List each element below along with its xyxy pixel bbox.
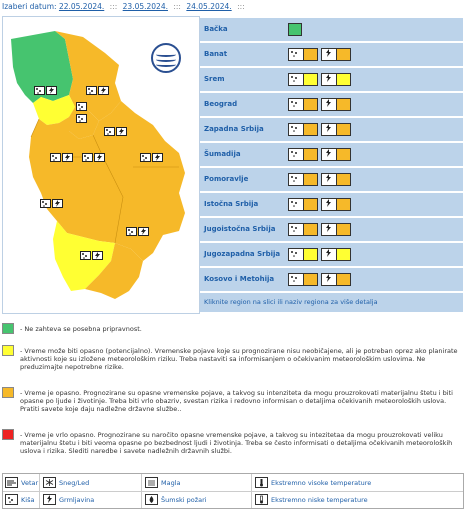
warning-level-cell[interactable] (288, 198, 318, 211)
region-warning-cells (288, 223, 351, 236)
region-row[interactable] (200, 92, 463, 116)
rain-icon (50, 153, 61, 162)
warning-level-cell[interactable] (321, 273, 351, 286)
icon-legend (2, 473, 464, 509)
region-name-link[interactable]: Beograd (204, 100, 238, 108)
region-name-link[interactable]: Istočna Srbija (204, 200, 259, 208)
rain-icon (289, 174, 304, 185)
warning-level-color (337, 224, 350, 235)
warning-level-cell[interactable] (288, 48, 318, 61)
rain-icon (289, 224, 304, 235)
date-separator: ::: (109, 2, 118, 11)
date-selector (2, 2, 248, 11)
warning-level-color (337, 174, 350, 185)
rain-icon (76, 114, 87, 123)
rain-icon (289, 149, 304, 160)
region-name-link[interactable]: Srem (204, 75, 225, 83)
region-row[interactable] (200, 217, 463, 241)
icon-legend-item (43, 491, 94, 508)
map-region-central[interactable] (29, 101, 185, 261)
thunderstorm-icon (322, 99, 337, 110)
warning-level-color (337, 199, 350, 210)
warning-level-cell[interactable] (321, 148, 351, 161)
low-temp-icon (255, 494, 268, 505)
warning-level-color (304, 99, 317, 110)
rain-icon (82, 153, 93, 162)
rain-icon (289, 274, 304, 285)
warning-level-color (304, 124, 317, 135)
region-row[interactable] (200, 242, 463, 266)
thunderstorm-icon (322, 149, 337, 160)
warning-level-cell[interactable] (288, 23, 302, 36)
region-row[interactable] (200, 267, 463, 291)
map-warning-chip[interactable] (140, 153, 163, 162)
legend-swatch-green (2, 323, 14, 334)
map-warning-chip[interactable] (34, 86, 57, 95)
thunderstorm-icon (152, 153, 163, 162)
rhmz-logo (151, 43, 181, 73)
map-warning-chip[interactable] (76, 102, 87, 111)
thunderstorm-icon (322, 174, 337, 185)
rain-icon (80, 251, 91, 260)
thunderstorm-icon (322, 124, 337, 135)
region-row[interactable] (200, 42, 463, 66)
date-link-1[interactable]: 22.05.2024. (58, 2, 105, 11)
thunderstorm-icon (52, 199, 63, 208)
warning-level-color (337, 99, 350, 110)
rain-icon (34, 86, 45, 95)
warning-level-cell[interactable] (288, 173, 318, 186)
region-warning-cells (288, 273, 351, 286)
map-warning-chip[interactable] (50, 153, 73, 162)
region-name-link[interactable]: Bačka (204, 25, 228, 33)
map-warning-chip[interactable] (104, 127, 127, 136)
region-warning-cells (288, 123, 351, 136)
warning-level-color (304, 274, 317, 285)
region-name-link[interactable]: Šumadija (204, 150, 241, 158)
thunderstorm-icon (138, 227, 149, 236)
date-separator: ::: (173, 2, 181, 11)
wind-icon (5, 477, 18, 488)
rain-icon (289, 49, 304, 60)
thunderstorm-icon (43, 494, 56, 505)
region-row[interactable] (200, 142, 463, 166)
rain-icon (86, 86, 97, 95)
warning-level-color (337, 74, 350, 85)
warning-level-color (337, 124, 350, 135)
warning-level-cell[interactable] (288, 98, 318, 111)
fog-icon (145, 477, 158, 488)
thunderstorm-icon (322, 249, 337, 260)
legend-text: - Ne zahteva se posebna pripravnost. (20, 325, 142, 333)
thunderstorm-icon (322, 274, 337, 285)
region-row[interactable] (200, 67, 463, 91)
warning-level-cell[interactable] (288, 273, 318, 286)
icon-legend-item (145, 474, 181, 491)
icon-legend-label: Ekstremno visoke temperature (271, 478, 372, 487)
warning-level-color (304, 149, 317, 160)
icon-legend-label: Kiša (21, 495, 35, 504)
region-name-link[interactable]: Banat (204, 50, 228, 58)
date-separator: ::: (237, 2, 245, 11)
date-label: Izaberi datum: (2, 2, 57, 11)
legend-text: - Vreme je vrlo opasno. Prognozirane su naročito opasne vremenske pojave, a takvog su intezitetaa da mogu prouzrokovati veliku materijalnu štetu i biti veoma opasne po bezbednost ljudi i životinja. Treba se često informisati o detaljima očekivanih meteoroloških uslova i rizika. Slediti naredbe i savete nadležnih državnih službi. (20, 431, 453, 455)
icon-legend-label: Ekstremno niske temperature (271, 495, 368, 504)
region-warning-cells (288, 23, 302, 36)
thunderstorm-icon (322, 49, 337, 60)
icon-legend-item (145, 491, 207, 508)
legend-text: - Vreme može biti opasno (potencijalno). Vremenske pojave koje su prognozirane nisu neobičajene, ali je potreban oprez ako planirate aktivnosti koje su izložene meteorološkim riziku. Treba nastaviti sa informisanjem o očekivanim meteorološkim uslovima. Ne preduzimajte nepotrebne rizike. (20, 347, 458, 371)
warning-level-color (304, 174, 317, 185)
warning-level-cell[interactable] (321, 73, 351, 86)
legend-swatch-red (2, 429, 14, 440)
warning-level-color (337, 249, 350, 260)
rain-icon (140, 153, 151, 162)
warning-level-cell[interactable] (321, 48, 351, 61)
rain-icon (76, 102, 87, 111)
map-warning-chip[interactable] (126, 227, 149, 236)
warning-level-cell[interactable] (321, 123, 351, 136)
rain-icon (289, 199, 304, 210)
region-warning-cells (288, 248, 351, 261)
rain-icon (5, 494, 18, 505)
icon-legend-item (255, 474, 371, 491)
map-warning-chip[interactable] (80, 251, 103, 260)
map-warning-chip[interactable] (86, 86, 109, 95)
warning-level-color (304, 199, 317, 210)
rain-icon (104, 127, 115, 136)
warning-level-color (304, 249, 317, 260)
instruction-note: Kliknite region na slici ili naziv regiona za više detalja (200, 293, 463, 312)
region-warning-cells (288, 198, 351, 211)
warning-level-cell[interactable] (288, 148, 318, 161)
icon-legend-item (5, 491, 34, 508)
legend-text: - Vreme je opasno. Prognozirane su opasne vremenske pojave, a takvog su intenziteta da mogu prouzrokovati materijalnu štetu i biti opasne po ljude i životinje. Treba biti vrlo obazriv, svestan rizika i redovno informisan o detaljima očekivanih meteoroloških uslova. Pratiti savete koje daju nadležne državne službe.. (20, 389, 453, 413)
thunderstorm-icon (62, 153, 73, 162)
region-warning-cells (288, 48, 351, 61)
map-warning-chip[interactable] (76, 114, 87, 123)
icon-legend-label: Sneg/Led (59, 478, 90, 487)
rain-icon (289, 249, 304, 260)
map-warning-chip[interactable] (40, 199, 63, 208)
warning-level-cell[interactable] (321, 223, 351, 236)
warning-level-cell[interactable] (288, 73, 318, 86)
icon-legend-item (5, 474, 38, 491)
rain-icon (289, 124, 304, 135)
forest-fire-icon (145, 494, 158, 505)
map-warning-chip[interactable] (82, 153, 105, 162)
legend-swatch-orange (2, 387, 14, 398)
thunderstorm-icon (98, 86, 109, 95)
region-row[interactable] (200, 192, 463, 216)
warning-level-color (337, 49, 350, 60)
warning-level-cell[interactable] (288, 123, 318, 136)
region-warning-cells (288, 73, 351, 86)
high-temp-icon (255, 477, 268, 488)
region-name-link[interactable]: Jugozapadna Srbija (204, 250, 281, 258)
thunderstorm-icon (46, 86, 57, 95)
thunderstorm-icon (322, 199, 337, 210)
icon-legend-item (255, 491, 368, 508)
date-link-2[interactable]: 23.05.2024. (122, 2, 168, 11)
rain-icon (289, 99, 304, 110)
warning-level-cell[interactable] (288, 248, 318, 261)
region-row[interactable] (200, 167, 463, 191)
region-warning-cells (288, 98, 351, 111)
icon-legend-label: Grmljavina (59, 495, 95, 504)
date-link-3[interactable]: 24.05.2024. (186, 2, 232, 11)
warning-level-color (304, 49, 317, 60)
icon-legend-item (43, 474, 89, 491)
region-name-link[interactable]: Jugoistočna Srbija (204, 225, 276, 233)
snow-ice-icon (43, 477, 56, 488)
region-name-link[interactable]: Zapadna Srbija (204, 125, 264, 133)
warning-level-cell[interactable] (288, 223, 318, 236)
warning-level-cell[interactable] (321, 173, 351, 186)
icon-legend-label: Magla (161, 478, 181, 487)
warning-level-color (304, 74, 317, 85)
warning-level-cell[interactable] (321, 198, 351, 211)
region-name-link[interactable]: Kosovo i Metohija (204, 275, 275, 283)
warning-level-color (337, 274, 350, 285)
thunderstorm-icon (322, 74, 337, 85)
region-name-link[interactable]: Pomoravlje (204, 175, 249, 183)
thunderstorm-icon (322, 224, 337, 235)
thunderstorm-icon (94, 153, 105, 162)
thunderstorm-icon (92, 251, 103, 260)
region-row[interactable] (200, 17, 463, 41)
warning-level-color (304, 224, 317, 235)
rain-icon (289, 74, 304, 85)
warning-level-color (337, 149, 350, 160)
rain-icon (40, 199, 51, 208)
legend-swatch-yellow (2, 345, 14, 356)
warning-level-cell[interactable] (321, 248, 351, 261)
region-warning-cells (288, 173, 351, 186)
region-warning-cells (288, 148, 351, 161)
region-map (2, 16, 200, 314)
icon-legend-label: Šumski požari (161, 495, 207, 504)
warning-level-cell[interactable] (321, 98, 351, 111)
icon-legend-label: Vetar (21, 478, 39, 487)
rain-icon (126, 227, 137, 236)
thunderstorm-icon (116, 127, 127, 136)
region-row[interactable] (200, 117, 463, 141)
